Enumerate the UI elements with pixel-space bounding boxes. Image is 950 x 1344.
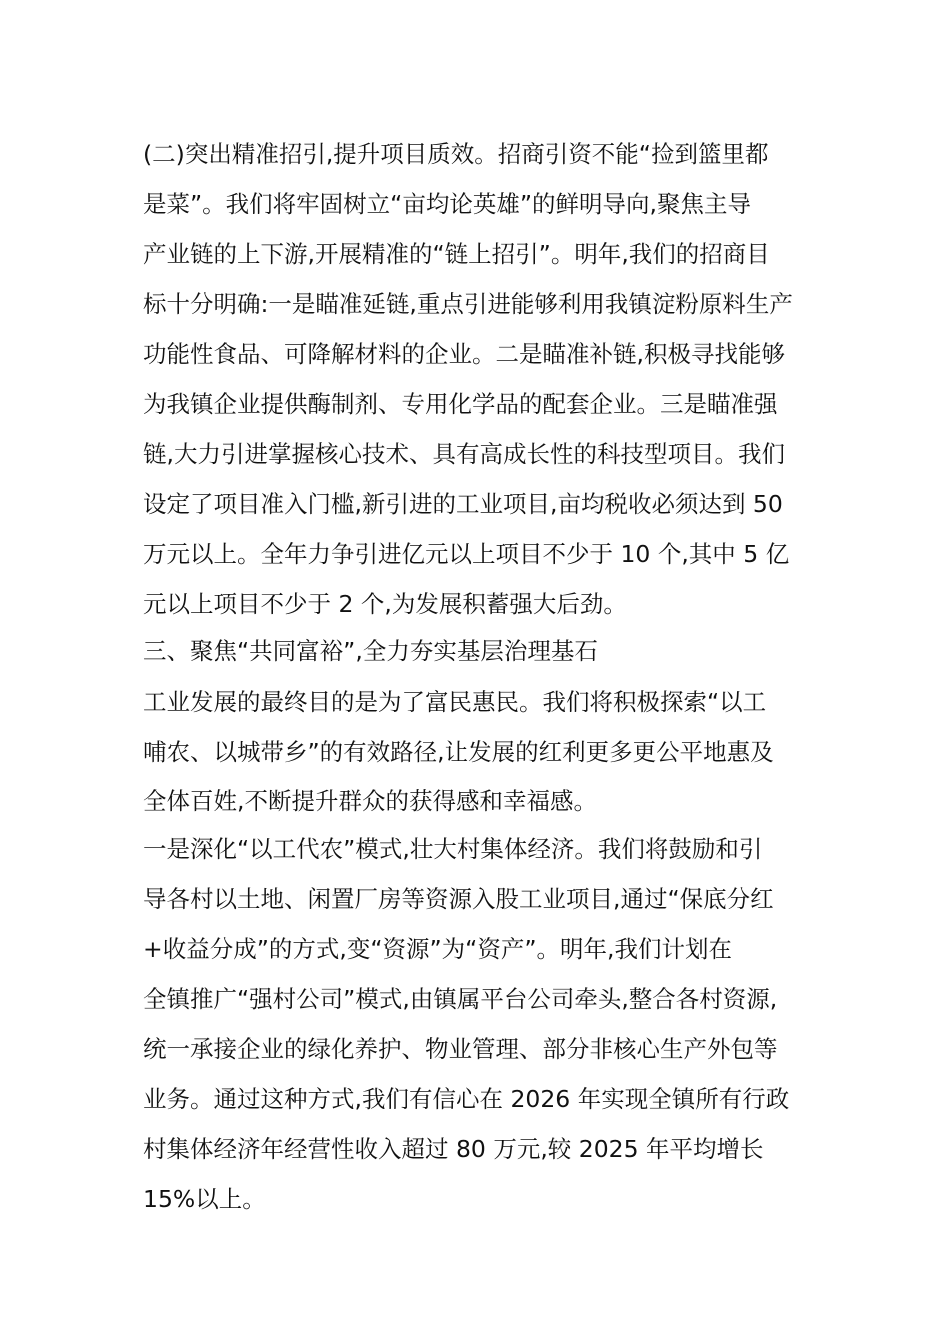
point-paragraph-line: 一是深化“以工代农”模式,壮大村集体经济。我们将鼓励和引 [143, 835, 763, 863]
point-paragraph-line: 村集体经济年经营性收入超过 80 万元,较 2025 年平均增长 [143, 1135, 764, 1163]
point-paragraph-line: 导各村以土地、闲置厂房等资源入股工业项目,通过“保底分红 [143, 885, 774, 913]
point-paragraph-line: 统一承接企业的绿化养护、物业管理、部分非核心生产外包等 [143, 1035, 778, 1063]
section-paragraph-line: 链,大力引进掌握核心技术、具有高成长性的科技型项目。我们 [143, 440, 785, 468]
point-paragraph-line: 业务。通过这种方式,我们有信心在 2026 年实现全镇所有行政 [143, 1085, 790, 1113]
section-heading: 三、聚焦“共同富裕”,全力夯实基层治理基石 [143, 637, 598, 665]
intro-paragraph-line: 全体百姓,不断提升群众的获得感和幸福感。 [143, 787, 597, 815]
intro-paragraph-line: 工业发展的最终目的是为了富民惠民。我们将积极探索“以工 [143, 688, 767, 716]
section-paragraph-line: 是菜”。我们将牢固树立“亩均论英雄”的鲜明导向,聚焦主导 [143, 190, 751, 218]
intro-paragraph-line: 哺农、以城带乡”的有效路径,让发展的红利更多更公平地惠及 [143, 738, 774, 766]
section-paragraph-line: 设定了项目准入门槛,新引进的工业项目,亩均税收必须达到 50 [143, 490, 783, 518]
point-paragraph-line: 全镇推广“强村公司”模式,由镇属平台公司牵头,整合各村资源, [143, 985, 778, 1013]
point-paragraph-line: +收益分成”的方式,变“资源”为“资产”。明年,我们计划在 [143, 935, 733, 963]
section-paragraph-line: 产业链的上下游,开展精准的“链上招引”。明年,我们的招商目 [143, 240, 770, 268]
point-paragraph-line: 15%以上。 [143, 1185, 266, 1213]
section-paragraph-line: 为我镇企业提供酶制剂、专用化学品的配套企业。三是瞄准强 [143, 390, 778, 418]
section-paragraph-line: 万元以上。全年力争引进亿元以上项目不少于 10 个,其中 5 亿 [143, 540, 790, 568]
section-paragraph-line: 标十分明确:一是瞄准延链,重点引进能够利用我镇淀粉原料生产 [143, 290, 793, 318]
section-paragraph-line: 功能性食品、可降解材料的企业。二是瞄准补链,积极寻找能够 [143, 340, 785, 368]
section-paragraph-line: (二)突出精准招引,提升项目质效。招商引资不能“捡到篮里都 [143, 140, 769, 168]
section-paragraph-line: 元以上项目不少于 2 个,为发展积蓄强大后劲。 [143, 590, 627, 618]
